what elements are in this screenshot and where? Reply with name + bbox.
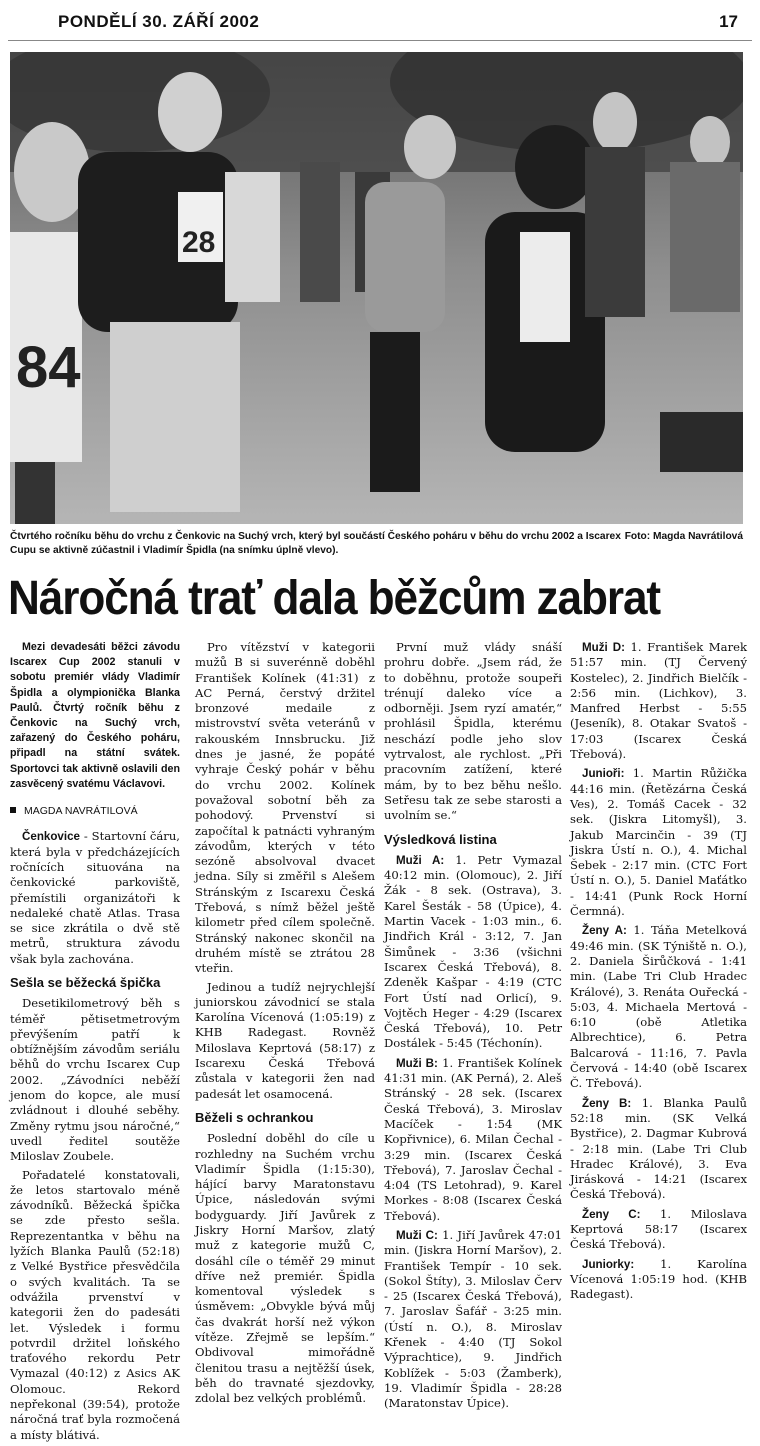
caption-text: Čtvrtého ročníku běhu do vrchu z Čenkovic na Suchý vrch, který byl součástí Českého poháru v běhu do vrchu 2002 a Iscarex Cupu se aktivně zúčastnil i Vladimír Špidla (na snímku úplně vlevo). [10, 531, 621, 556]
author-byline [10, 804, 180, 819]
results-muzi-c-label: Muži C: [396, 1228, 438, 1242]
paragraph-6: Poslední doběhl do cíle u rozhledny na Suchém vrchu Vladimír Špidla (1:15:30), hájící barvy Maratonstavu Úpice, následován svými bodyguardy. Jiří Javůrek z Jiskry Horní Maršov, zlatý muž z kategorie mužů C, dosáhl cíle o téměř 29 minut dříve než premiér. Špidla komentoval výsledek s úsměvem: „Obvykle bývá můj čas dvakrát horší než výkon vítěze. Zřejmě se lepším.“ Obdivoval mimořádně členitou trasu a nejtěžší úsek, běh do travnaté sjezdovky, zdolal bez velkých problémů. [195, 1131, 375, 1406]
photo-credit: Foto: Magda Navrátilová [624, 531, 743, 542]
svg-text:28: 28 [182, 226, 216, 259]
paragraph-7: První muž vlády snáší prohru dobře. „Jsem rád, že to doběhnu, protože soupeři trénují daleko více a odborněji. Jsem ryzí amatér,“ prohlásil Špidla, kterému neschází podle jeho slov vytrvalost, ale rychlost. „Při pracovním zatížení, které mám, by to bez běhu nešlo. Setřesu tak ze sebe starosti a uvolním se.“ [384, 640, 562, 823]
results-muzi-a-text: 1. Petr Vymazal 40:12 min. (Olomouc), 2. Jiří Žák - 8 sek. (Ostrava), 3. Karel Šesták - 58 (Úpice), 4. Martin Vacek - 1:03 min., 6. Jindřich Král - 3:12, 7. Jan Šimůnek - 3:36 (všichni Iscarex Česká Třebová), 8. Zdeněk Kašpar - 4:19 (CTC Fort Ústí nad Orlicí), 9. Vojtěch Heger - 4:29 (Iscarex Česká Třebová), 10. Petr Dostálek - 5:45 (Téchonín). [384, 852, 562, 1051]
header-rule [8, 40, 752, 41]
results-juniori-text: 1. Martin Růžička 44:16 min. (Řetězárna Česká Ves), 2. Tomáš Cacek - 32 sek. (Jiskra Litomyšl), 3. Jakub Marcinčin - 39 (TJ Jiskra Ústí n. O.), 4. Michal Šebek - 2:17 min. (CTC Fort Ústí n. O.), 5. Daniel Maťátko - 14:41 (Punk Rock Horní Čermná). [570, 766, 747, 919]
paragraph-5: Jedinou a tudíž nejrychlejší juniorskou závodnicí se stala Karolína Vícenová (1:05:19) z KHB Radegast. Rovněž Miloslava Keprtová (58:17) z Iscarexu Česká Třebová zůstala v kategorii žen nad padesát let osamocená. [195, 979, 375, 1101]
results-muzi-c-text: 1. Jiří Javůrek 47:01 min. (Jiskra Horní Maršov), 2. František Tempír - 10 sek. (Sokol Štíty), 3. Miloslav Červ - 25 (Iscarex Česká Třebová), 7. Jaroslav Šafář - 3:25 min. (Ústí n. O.), 8. Miroslav Křenek - 4:40 (TJ Sokol Výprachtice), 9. Jindřich Koblížek - 5:03 (Žamberk), 19. Vladimír Špidla - 28:28 (Maratonstav Úpice). [384, 1227, 562, 1411]
author-name: MAGDA NAVRÁTILOVÁ [24, 805, 138, 818]
results-juniorky-text: 1. Karolína Vícenová 1:05:19 hod. (KHB Radegast). [570, 1256, 747, 1302]
results-juniori-label: Junioři: [582, 767, 625, 781]
column-3 [384, 640, 562, 1416]
results-juniorky [570, 1257, 747, 1303]
results-juniorky-label: Juniorky: [582, 1257, 635, 1271]
results-muzi-b [384, 1056, 562, 1224]
results-title: Výsledková listina [384, 831, 497, 847]
results-zeny-a [570, 923, 747, 1091]
page-date: PONDĚLÍ 30. ZÁŘÍ 2002 [58, 12, 260, 31]
photo-illustration [10, 52, 743, 524]
page-number: 17 [719, 12, 738, 31]
subheading-1: Sešla se běžecká špička [10, 975, 161, 990]
subheading-2: Běželi s ochrankou [195, 1109, 314, 1125]
paragraph-3: Pořadatelé konstatovali, že letos startovalo méně závodníků. Běžecká špička se zde přesto sešla. Reprezentantka v běhu na lyžích Blanka Paulů (52:18) z Velké Bystřice přesvědčila o svých kvalitách. Ta se odvážila prvenství v kategorii žen do padesáti let. Výsledek i formu potvrdil držitel loňského traťového rekordu Petr Vymazal (40:12) z Asics AK Olomouc. Rekord nepřekonal (39:54), protože náročná trať byla rozmočená a místy blátivá. [10, 1167, 180, 1442]
paragraph-4: Pro vítězství v kategorii mužů B si suverénně doběhl František Kolínek (41:31) z AC Perná, čerstvý držitel bronzové medaile z mistrovství světa veteránů v rakouském Innsbrucku. Již dnes je jasné, že popáté vyhraje Český pohár v běhu do vrchu 2002. Kolínek považoval sobotní běh za pohodový. Prvenství si započítal k patnácti vyhraným závodům, kterých v této sezóně absolvoval dvacet jedna. Síly si změřil s Alešem Stránským z Iscarexu Česká Třebová, s nímž běžel ještě kilometr před cílem společně. Stránský nakonec skončil na druhém místě se ztrátou 28 vteřin. [195, 640, 375, 976]
results-muzi-b-text: 1. František Kolínek 41:31 min. (AK Perná), 2. Aleš Stránský - 28 sek. (Iscarex Česká Třebová), 3. Miroslav Macíček - 1:54 (MK Kopřivnice), 6. Milan Čechal - 3:29 min. (Iscarex Česká Třebová), 7. Jaroslav Čechal - 4:04 (TS Letohrad), 9. Karel Morkes - 8:08 (Iscarex Česká Třebová). [384, 1055, 562, 1223]
paragraph-1 [10, 829, 180, 967]
results-muzi-c [384, 1228, 562, 1412]
paragraph-2: Desetikilometrový běh s téměř pětisetmetrovým převýšením patří k obtížnějším závodům seriálu běhů do vrchu Iscarex Cup 2002. „Závodníci neběží jenom do kopce, ale musí zvládnout i dlouhé seběhy. Změny rytmu jsou náročné,“ uvedl ředitel soutěže Miloslav Zoubele. [10, 996, 180, 1164]
results-juniori [570, 766, 747, 919]
photo-caption [10, 530, 743, 558]
results-muzi-d-text: 1. František Marek 51:57 min. (TJ Červený Kostelec), 2. Jindřich Bielčík - 2:56 min. (Lichkov), 3. Manfred Herbst - 5:55 (Jeseník), 8. Otakar Svatoš - 17:03 (Iscarex Česká Třebová). [570, 640, 748, 762]
results-muzi-a [384, 853, 562, 1052]
headline: Náročná trať dala běžcům zabrat [8, 572, 661, 625]
results-muzi-b-label: Muži B: [396, 1056, 438, 1070]
results-muzi-d [570, 640, 747, 762]
results-zeny-b-text: 1. Blanka Paulů 52:18 min. (SK Velká Bystřice), 2. Dagmar Kubrová - 2:18 min. (Labe Tri Club Hradec Králové), 3. Eva Jirásková - 14:21 (Iscarex Česká Třebová). [570, 1095, 747, 1202]
results-muzi-d-label: Muži D: [582, 641, 626, 654]
dateline-place: Čenkovice [22, 830, 80, 844]
results-zeny-c [570, 1207, 747, 1253]
results-zeny-c-label: Ženy C: [582, 1207, 641, 1221]
results-zeny-a-text: 1. Táňa Metelková 49:46 min. (SK Týniště n. O.), 2. Daniela Širůčková - 1:41 min. (Labe Tri Club Hradec Králové), 3. Renáta Ouřecká - 5:03, 4. Michaela Mertová - 6:10 (obě Atletika Albrechtice), 6. Petra Balcarová - 11:16, 7. Pavla Červová - 14:40 (obě Iscarex Č. Třebová). [570, 923, 748, 1091]
column-2 [195, 640, 375, 1410]
results-zeny-b [570, 1096, 747, 1203]
svg-text:84: 84 [16, 335, 81, 400]
runners-photo [10, 52, 743, 524]
results-zeny-b-label: Ženy B: [582, 1096, 632, 1110]
article-lead: Mezi devadesáti běžci závodu Iscarex Cup 2002 stanuli v sobotu premiér vlády Vladimír Špidla a olympionička Blanka Paulů. Čtvrtý ročník běhu z Čenkovic na Suchý vrch, zařazený do Českého poháru, připadl na státní svátek. Sportovci tak aktivně oslavili den zasvěcený svatému Václavovi. [10, 641, 180, 790]
paragraph-1-text: - Startovní čáru, která byla v předcházejících ročnících situována na čenkovické parkoviště, přemístili organizátoři k nedaleké chatě Atlas. Trasa se sice zkrátila o dvě stě metrů, struktura závodu však byla zachována. [10, 829, 180, 966]
results-zeny-c-text: 1. Miloslava Keprtová 58:17 (Iscarex Česká Třebová). [570, 1206, 748, 1252]
results-zeny-a-label: Ženy A: [582, 924, 627, 938]
results-muzi-a-label: Muži A: [396, 853, 445, 867]
column-1 [10, 640, 180, 1446]
column-4 [570, 640, 747, 1306]
square-bullet-icon [10, 807, 16, 813]
